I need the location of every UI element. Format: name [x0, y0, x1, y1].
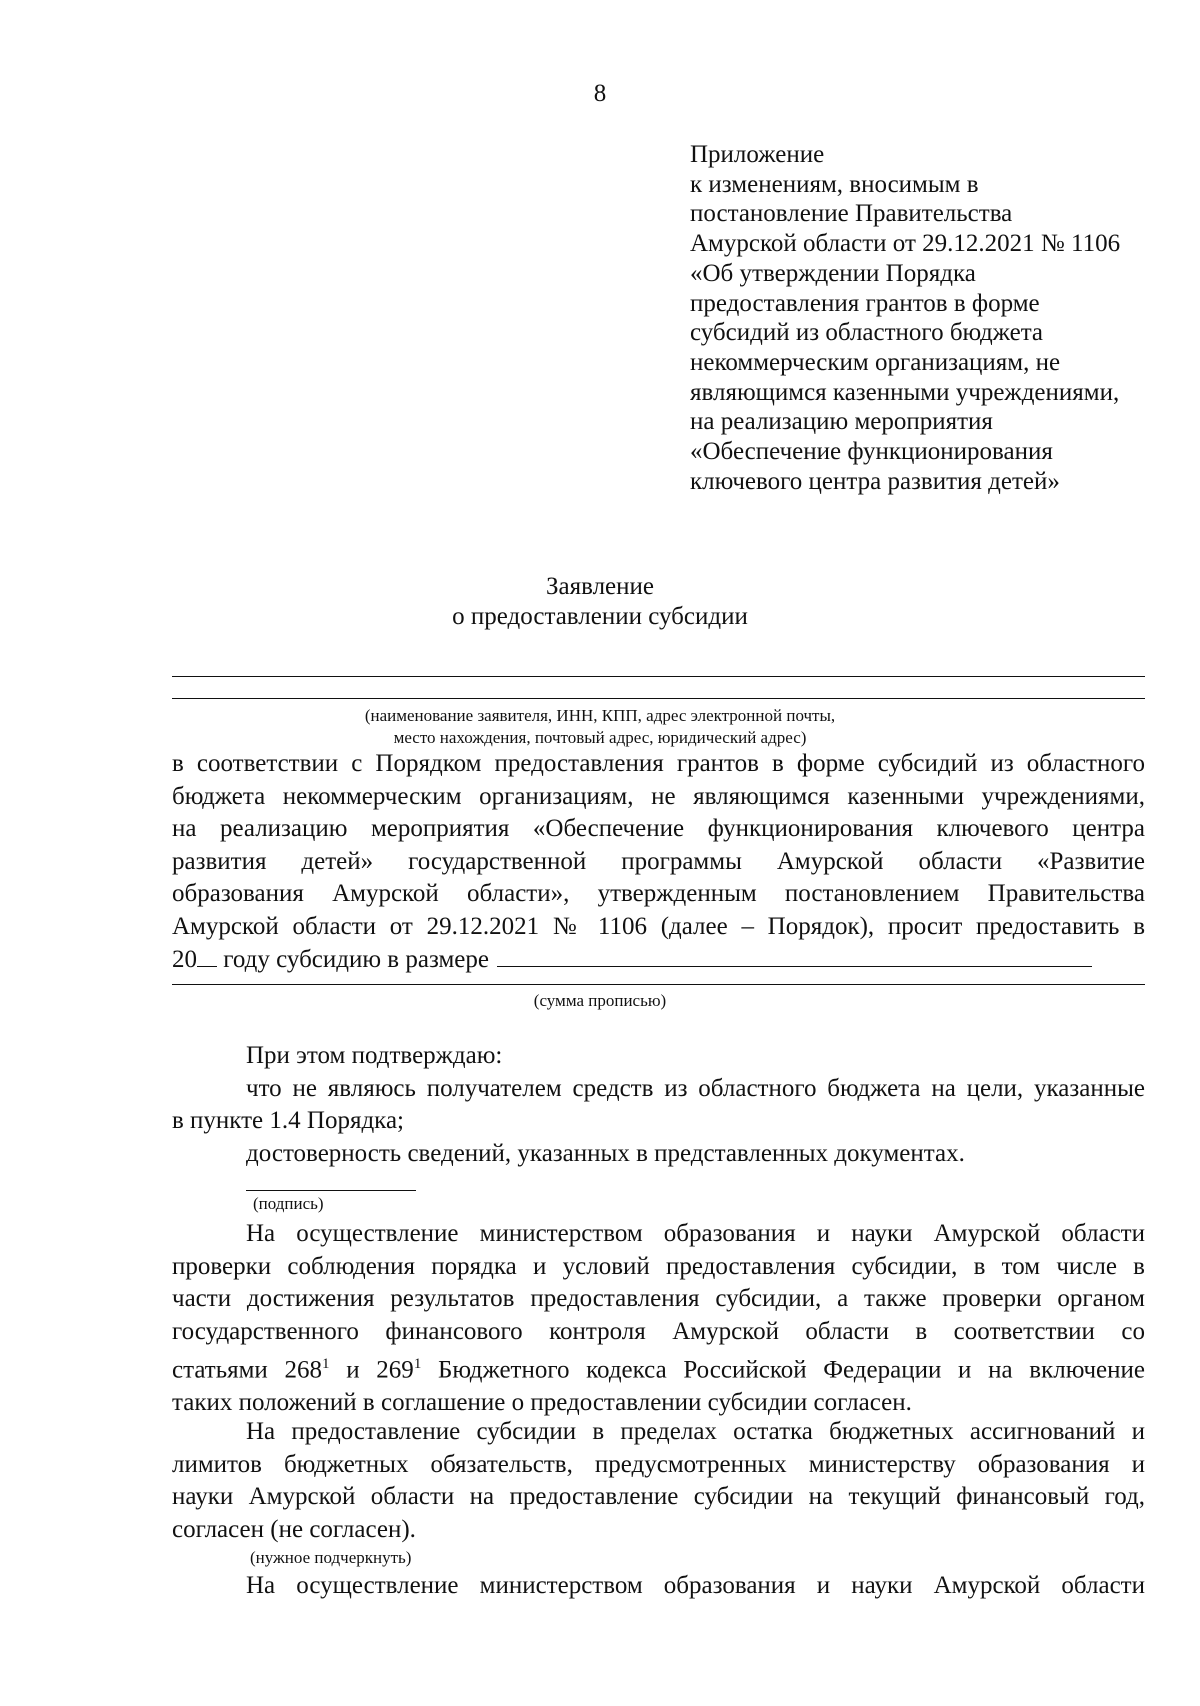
superscript: 1 [413, 1356, 422, 1373]
appendix-line: постановление Правительства [690, 200, 1013, 228]
paragraph-line: На предоставление субсидии в пределах остатка бюджетных ассигнований и [246, 1418, 1145, 1445]
appendix-line: субсидий из областного бюджета [690, 319, 1044, 347]
sum-caption: (сумма прописью) [533, 991, 667, 1010]
appendix-line: «Обеспечение функционирования [690, 438, 1053, 466]
year-prefix: 20 [172, 945, 197, 973]
paragraph-line: бюджета некоммерческим организациям, не являющимся казенными учреждениями, [172, 782, 1145, 810]
appendix-header [690, 140, 1170, 496]
text-run: и 269 [329, 1356, 414, 1384]
confirm-item: в пункте 1.4 Порядка; [172, 1107, 404, 1135]
paragraph-line: согласен (не согласен). [172, 1515, 416, 1543]
appendix-line: ключевого центра развития детей» [690, 467, 1060, 495]
confirm-item: что не являюсь получателем средств из областного бюджета на цели, указанные [246, 1074, 1145, 1102]
paragraph-line: в соответствии с Порядком предоставления грантов в форме субсидий из областного [172, 750, 1145, 777]
paragraph-line: таких положений в соглашение о предоставлении субсидии согласен. [172, 1389, 912, 1417]
underline-caption: (нужное подчеркнуть) [250, 1548, 412, 1567]
paragraph-line: проверки соблюдения порядка и условий предоставления субсидии, в том числе в [172, 1252, 1145, 1280]
signature-fill-line[interactable] [246, 1190, 416, 1191]
paragraph-line: Амурской области от 29.12.2021 № 1106 (далее – Порядок), просит предоставить в [172, 912, 1145, 940]
paragraph-line: части достижения результатов предоставления субсидии, а также проверки органом [172, 1285, 1145, 1313]
paragraph-line: государственного финансового контроля Амурской области в соответствии со [172, 1317, 1145, 1345]
appendix-line: некоммерческим организациям, не [690, 348, 1061, 376]
appendix-line: являющимся казенными учреждениями, [690, 378, 1120, 406]
sum-words-fill-line[interactable] [172, 984, 1145, 985]
appendix-line: к изменениям, вносимым в [690, 170, 979, 198]
paragraph-line: на реализацию мероприятия «Обеспечение функционирования ключевого центра [172, 815, 1145, 843]
applicant-caption [0, 705, 1200, 749]
year-fill-blank[interactable] [197, 944, 217, 967]
applicant-fill-line[interactable] [172, 698, 1145, 699]
title-line: Заявление [545, 573, 655, 600]
main-paragraph [172, 748, 1145, 976]
paragraph-line: образования Амурской области», утвержденным постановлением Правительства [172, 880, 1145, 908]
paragraph-line: лимитов бюджетных обязательств, предусмотренных министерству образования и [172, 1450, 1145, 1478]
paragraph-line: На осуществление министерством образования и науки Амурской области [246, 1572, 1145, 1599]
paragraph-line: науки Амурской области на предоставление субсидии на текущий финансовый год, [172, 1483, 1145, 1511]
paragraph-line: развития детей» государственной программы Амурской области «Развитие [172, 847, 1145, 875]
appendix-line: Приложение [690, 141, 825, 168]
appendix-line: предоставления грантов в форме [690, 289, 1040, 317]
limits-paragraph [172, 1416, 1145, 1546]
paragraph-line [172, 1348, 1145, 1387]
year-suffix: году субсидию в размере [217, 945, 489, 973]
confirm-block [172, 1040, 1145, 1170]
document-title [0, 572, 1200, 632]
appendix-line: на реализацию мероприятия [690, 408, 993, 436]
confirm-intro: При этом подтверждаю: [246, 1042, 503, 1069]
year-sum-line [172, 944, 1145, 977]
sum-fill-blank[interactable] [497, 944, 1092, 967]
page-number: 8 [593, 80, 607, 107]
confirm-item: достоверность сведений, указанных в представленных документах. [246, 1139, 965, 1167]
consent-paragraph [172, 1218, 1145, 1420]
title-line: о предоставлении субсидии [452, 603, 748, 630]
appendix-line: Амурской области от 29.12.2021 № 1106 [690, 230, 1121, 258]
applicant-fill-line[interactable] [172, 676, 1145, 677]
caption-line: (наименование заявителя, ИНН, КПП, адрес электронной почты, [364, 706, 836, 725]
appendix-line: «Об утверждении Порядка [690, 259, 976, 287]
text-run: Бюджетного кодекса Российской Федерации и на включение [421, 1356, 1145, 1384]
text-run: статьями 268 [172, 1356, 323, 1384]
superscript: 1 [322, 1356, 330, 1373]
final-paragraph [172, 1570, 1145, 1603]
caption-line: место нахождения, почтовый адрес, юридический адрес) [393, 728, 807, 747]
paragraph-line: На осуществление министерством образования и науки Амурской области [246, 1220, 1145, 1247]
signature-caption: (подпись) [253, 1194, 324, 1213]
